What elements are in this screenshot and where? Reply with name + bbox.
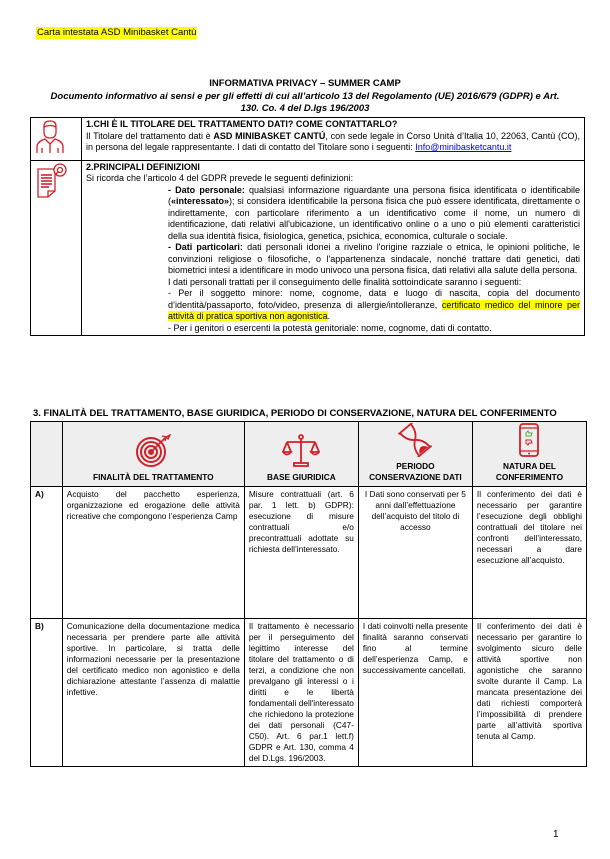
smartphone-thumbs-icon [518,423,540,457]
document-title: INFORMATIVA PRIVACY – SUMMER CAMP [209,78,401,89]
cell-base-giuridica: Il trattamento è necessario per il perseguimento del legittimo interesse del titolare del trattamento o di terzi, a condizione che non prevalgano gli interessi o i diritti e le libertà fondamentali dell'interessato che richiedono la protezione dei dati personali (C47-C50). Art. 6 par.1 lett.f) GDPR e Art. 130, comma 4 del D.Lgs. 196/2003. [244,619,358,767]
cell-finalita: Comunicazione della documentazione medica necessaria per prendere parte alle attività sportive. In particolare, si tratta delle informazioni necessarie per la presentazione del certificato medico non agonistico e della dichiarazione attestante l’assenza di malattie infettive. [62,619,244,767]
definition-emphasis: «interessato» [171,196,230,206]
section-2-icon-cell [31,160,82,336]
definition-special-data [86,242,580,277]
header-empty-cell [31,422,63,487]
definition-term: - Dati particolari: [168,242,243,252]
document-subtitle: Documento informativo ai sensi e per gli effetti di cui all’articolo 13 del Regolamento (UE) 2016/679 (GDPR) e Art. 130. Co. 4 del D.lgs 196/2003 [50,91,560,114]
header-periodo [358,422,472,487]
target-icon [135,434,171,468]
section-1-content [82,118,585,161]
definition-personal-data [86,185,580,243]
cell-periodo: I dati coinvolti nella presente finalità saranno conservati fino al termine dell’esperienza Camp, e successivamente cancellati. [358,619,472,767]
definition-term: - Dato personale: [168,184,245,195]
purposes-header-row [31,422,587,487]
definition-text-rest: ); si considera identificabile la persona fisica che può essere identificata, direttamente o indirettamente, con particolare riferimento a un identificativo come il nome, un numero di identificazione, dati relativi all'ubicazione, un identificativo online o a uno o più elementi caratteristici della sua identità fisica, fisiologica, genetica, psichica, economica, culturale o sociale. [168,196,580,241]
header-natura [472,422,586,487]
cell-periodo: I Dati sono conservati per 5 anni dall’effettuazione dell’acquisto del titolo di accesso [358,487,472,619]
parents-data-list: - Per i genitori o esercenti la potestà genitoriale: nome, cognome, dati di contatto. [168,322,492,333]
contact-email-link[interactable]: Info@minibasketcantu.it [415,142,512,152]
purposes-table [30,421,587,767]
letterhead: Carta intestata ASD Minibasket Cantù [37,27,197,38]
section-2-title: 2.PRINCIPALI DEFINIZIONI [86,161,200,172]
header-periodo-label: PERIODO CONSERVAZIONE DATI [369,461,462,482]
row-label: A) [31,487,63,619]
section-1-icon-cell [31,118,82,161]
section-2-intro: Si ricorda che l’articolo 4 del GDPR prevede le seguenti definizioni: [86,173,354,183]
section-3-title: 3. FINALITÀ DEL TRATTAMENTO, BASE GIURIDICA, PERIODO DI CONSERVAZIONE, NATURA DEL CONFERIMENTO [33,408,557,419]
header-base-label: BASE GIURIDICA [267,472,336,482]
data-processed-intro: I dati personali trattati per il conseguimento delle finalità sottoindicate saranno i seguenti: [168,276,522,287]
section-1-row [31,118,585,161]
section-1-title: 1.CHI È IL TITOLARE DEL TRATTAMENTO DATI? COME CONTATTARLO? [86,119,398,129]
owner-text-after: , con sede legale in Corso Unità d’Italia 10, 22063, Cantù (CO), in persona del legale rappresentante. I dati di contatto del Titolare sono i seguenti: [86,130,580,152]
page-number: 1 [553,829,559,840]
header-finalita [62,422,244,487]
hourglass-icon [397,423,433,457]
owner-name: ASD MINIBASKET CANTÚ [213,130,326,141]
header-finalita-label: FINALITÀ DEL TRATTAMENTO [93,472,214,482]
table-row [31,619,587,767]
definition-text: qualsiasi informazione riguardante una persona fisica identificata o identificabile ( [168,184,580,206]
row-label: B) [31,619,63,767]
header-base-giuridica [244,422,358,487]
cell-finalita: Acquisto del pacchetto esperienza, organizzazione ed erogazione delle attività ricreative che compongono l’esperienza Camp [62,487,244,619]
cell-natura: Il conferimento dei dati è necessario per garantire lo svolgimento sicuro delle attività sportive non agonistiche che saranno svolte durante il Camp. La mancata presentazione dei dati richiesti comporterà l’impossibilità di prendere parte all’attività sportiva tenuta al Camp. [472,619,586,767]
minor-data-end: . [327,311,331,321]
section-2-row [31,160,585,336]
scales-icon [282,434,320,468]
section-2-content [82,160,585,336]
owner-text-before: Il Titolare del trattamento dati è [86,130,214,141]
cell-natura: Il conferimento dei dati è necessario per garantire l’esecuzione degli obblighi contrattuali del titolare nei confronti dell’interessato, necessari a dare esecuzione all’acquisto. [472,487,586,619]
person-icon [35,120,65,154]
minor-data-text: - Per il soggetto minore: nome, cognome, data e luogo di nascita, copia del documento d’identità/passaporto, foto/video, presenza di allergie/intolleranze, [168,288,580,310]
table-row [31,487,587,619]
document-search-icon [35,163,67,199]
info-table [30,117,585,336]
highlighted-medical-certificate: certificato medico del minore per attività di pratica sportiva non agonistica [168,299,580,321]
section-1-text [86,131,580,154]
minor-data-list [86,288,580,323]
definition-text: dati personali idonei a rivelino l'origine razziale o etnica, le opinioni politiche, le convinzioni religiose o filosofiche, o l'appartenenza sindacale, nonché trattare dati genetici, dati biometrici intesi a identificare in modo univoco una persona fisica, dati relativi alla salute della persona. [168,242,581,275]
cell-base-giuridica: Misure contrattuali (art. 6 par. 1 lett. b) GDPR): esecuzione di misure contrattuali e/o precontrattuali adottate su richiesta dell’interessato. [244,487,358,619]
header-natura-label: NATURA DEL CONFERIMENTO [495,461,564,482]
